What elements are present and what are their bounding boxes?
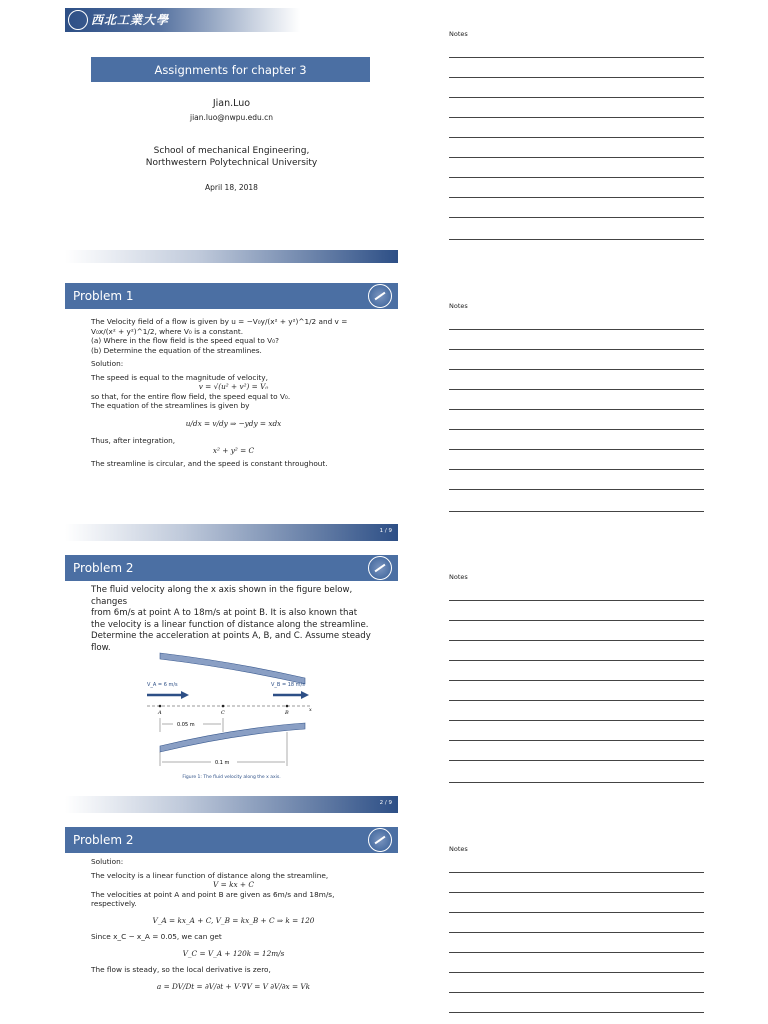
slide-problem-1 [65,283,398,541]
text-line: Thus, after integration, [91,436,176,445]
university-emblem-icon [368,284,392,308]
va-arrow-head [181,691,189,699]
upper-wall [160,653,305,684]
text-line: The speed is equal to the magnitude of velocity, [91,372,268,382]
page-number: 1 / 9 [379,528,392,534]
text-line: Since x_C − x_A = 0.05, we can get [91,932,222,941]
text-line: so that, for the entire flow field, the speed equal to V₀. [91,391,291,401]
text-line: flow. [91,642,111,653]
presentation-date: April 18, 2018 [205,183,258,192]
slide-header [65,283,398,309]
dim-label-2: 0.1 m [215,760,230,766]
notes-area-2 [449,302,704,517]
title-slide-footer-bar [65,250,398,263]
text-line: (b) Determine the equation of the streamlines. [91,345,262,355]
school-line-2: Northwestern Polytechnical University [145,158,318,168]
notes-label: Notes [449,573,468,581]
slide-header [65,827,398,853]
notes-area-4 [449,845,704,1024]
title-slide [65,8,398,263]
notes-label: Notes [449,845,468,853]
x-axis-label: x [309,707,312,713]
slide-title: Problem 1 [73,289,134,303]
slide-header [65,555,398,581]
text-line: respectively. [91,899,137,908]
text-line: Solution: [91,359,124,368]
text-line: The fluid velocity along the x axis shown in the figure below, changes [91,585,353,607]
text-line: the velocity is a linear function of distance along the streamline. [91,619,369,630]
text-line: The Velocity field of a flow is given by u = −V₀y/(x² + y²)^1/2 and v = [91,317,348,326]
university-logo-text: 西北工業大學 [91,13,170,27]
equation: v = √(u² + v²) = V₀ [198,382,269,391]
university-emblem-icon [368,828,392,852]
notes-area-3 [449,573,704,788]
text-line: The streamline is circular, and the speed is constant throughout. [91,459,328,468]
page-number: 2 / 9 [379,800,392,806]
equation: a = DV/Dt = ∂V/∂t + V·∇V = V ∂V/∂x = Vk [156,981,311,991]
va-label: V_A = 6 m/s [147,682,178,688]
text-line: The equation of the streamlines is given by [91,401,250,410]
slide-footer [65,524,398,541]
text-line: V₀x/(x² + y²)^1/2, where V₀ is a constant. [91,326,244,336]
slide-problem-2-figure [65,555,398,813]
point-a-label: A [158,710,162,716]
slide-title: Problem 2 [73,561,134,575]
point-b-marker [286,705,289,708]
slide-title: Problem 2 [73,833,134,847]
university-emblem-icon [368,556,392,580]
point-b-label: B [285,710,289,716]
text-line: The velocities at point A and point B are given as 6m/s and 18m/s, [91,889,335,899]
vb-label: V_B = 18 m/s [271,682,305,688]
notes-label: Notes [449,302,468,310]
text-line: Solution: [91,857,124,866]
point-c-marker [222,705,225,708]
text-line: from 6m/s at point A to 18m/s at point B. It is also known that [91,608,358,618]
university-logo-bar [65,8,300,32]
equation: V = kx + C [213,880,254,889]
slide-footer [65,796,398,813]
equation: u/dx = v/dy ⇒ −ydy = xdx [185,418,282,428]
equation: V_A = kx_A + C, V_B = kx_B + C ⇒ k = 120 [152,915,315,925]
text-line: The velocity is a linear function of distance along the streamline, [91,870,329,880]
dim-label-1: 0.05 m [177,722,195,728]
presentation-title: Assignments for chapter 3 [91,57,370,82]
text-line: The flow is steady, so the local derivative is zero, [91,965,271,974]
slide-problem-2-solution [65,827,398,1024]
school-affiliation [65,145,398,169]
slide-body [91,857,376,998]
text-line: (a) Where in the flow field is the speed equal to V₀? [91,336,279,345]
university-emblem-icon [68,10,88,30]
author-name: Jian.Luo [212,98,251,109]
nozzle-figure [145,648,315,788]
equation: x² + y² = C [212,445,255,455]
school-line-1: School of mechanical Engineering, [153,146,310,156]
point-a-marker [159,705,162,708]
notes-area-1 [449,30,704,245]
slide-body [91,317,376,469]
figure-caption: Figure 1: The fluid velocity along the x axis. [182,775,281,780]
point-c-label: C [221,710,225,716]
equation: V_C = V_A + 120k = 12m/s [182,948,285,958]
notes-label: Notes [449,30,468,38]
author-email: jian.luo@nwpu.edu.cn [189,113,273,122]
text-line: Determine the acceleration at points A, B, and C. Assume steady [91,631,371,641]
vb-arrow-head [301,691,309,699]
slide-body [91,585,376,654]
